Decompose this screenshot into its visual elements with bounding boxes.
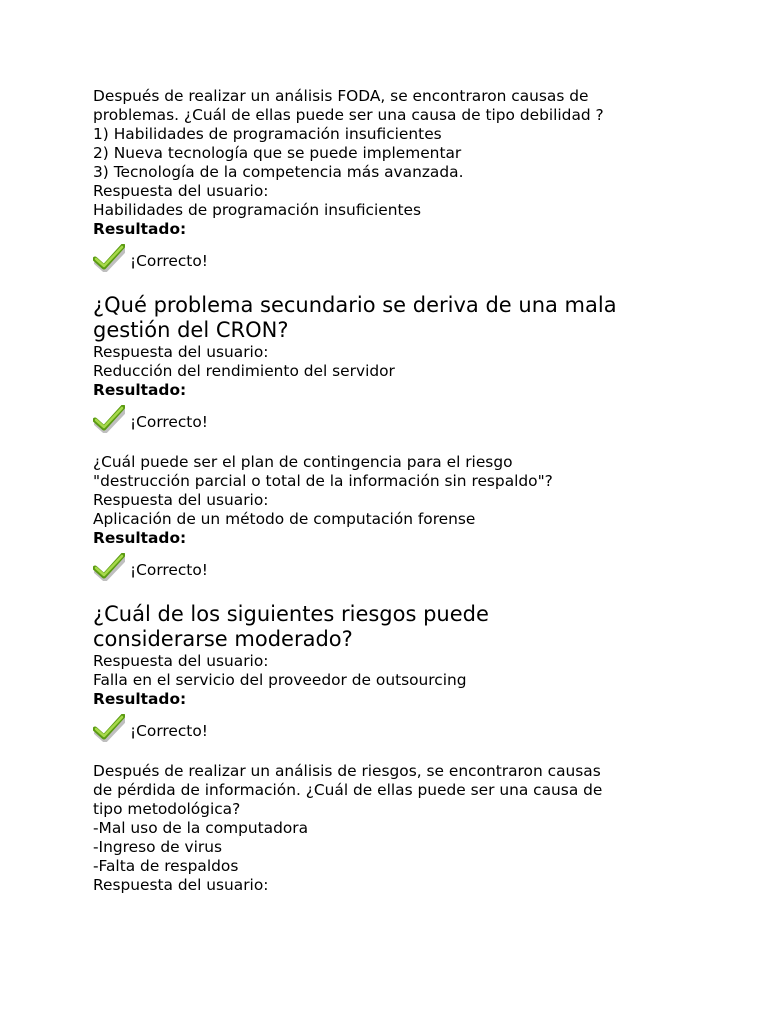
question-text: "destrucción parcial o total de la información sin respaldo"? (93, 472, 553, 490)
question-text: Después de realizar un análisis FODA, se encontraron causas de (93, 87, 589, 105)
question-heading: gestión del CRON? (93, 318, 289, 342)
result-label: Resultado: (93, 690, 187, 708)
question-block-5 (93, 762, 733, 895)
question-heading: ¿Cuál de los siguientes riesgos puede (93, 602, 489, 626)
result-row (93, 550, 733, 581)
result-text: ¡Correcto! (130, 252, 208, 270)
question-block-4 (93, 602, 733, 742)
question-text: tipo metodológica? (93, 800, 241, 818)
checkmark-icon (93, 405, 125, 433)
question-text: de pérdida de información. ¿Cuál de ellas puede ser una causa de (93, 781, 603, 799)
checkmark-icon (93, 244, 125, 272)
option-text: -Ingreso de virus (93, 838, 223, 856)
option-text: -Mal uso de la computadora (93, 819, 309, 837)
user-answer: Reducción del rendimiento del servidor (93, 362, 395, 380)
result-row (93, 241, 733, 272)
option-text: 3) Tecnología de la competencia más avanzada. (93, 163, 464, 181)
question-heading: ¿Qué problema secundario se deriva de una mala (93, 293, 617, 317)
result-text: ¡Correcto! (130, 561, 208, 579)
question-heading: considerarse moderado? (93, 627, 353, 651)
user-answer-label: Respuesta del usuario: (93, 491, 269, 509)
result-label: Resultado: (93, 529, 187, 547)
user-answer-label: Respuesta del usuario: (93, 652, 269, 670)
option-text: 2) Nueva tecnología que se puede implementar (93, 144, 462, 162)
quiz-results (93, 87, 733, 895)
result-label: Resultado: (93, 381, 187, 399)
option-text: -Falta de respaldos (93, 857, 239, 875)
checkmark-icon (93, 714, 125, 742)
user-answer-label: Respuesta del usuario: (93, 876, 269, 894)
result-label: Resultado: (93, 220, 187, 238)
user-answer: Aplicación de un método de computación forense (93, 510, 476, 528)
question-text: ¿Cuál puede ser el plan de contingencia para el riesgo (93, 453, 513, 471)
user-answer: Habilidades de programación insuficientes (93, 201, 421, 219)
checkmark-icon (93, 553, 125, 581)
question-block-3 (93, 453, 733, 581)
question-text: Después de realizar un análisis de riesgos, se encontraron causas (93, 762, 601, 780)
result-text: ¡Correcto! (130, 413, 208, 431)
user-answer: Falla en el servicio del proveedor de outsourcing (93, 671, 467, 689)
user-answer-label: Respuesta del usuario: (93, 182, 269, 200)
question-block-2 (93, 293, 733, 433)
user-answer-label: Respuesta del usuario: (93, 343, 269, 361)
result-text: ¡Correcto! (130, 722, 208, 740)
question-text: problemas. ¿Cuál de ellas puede ser una causa de tipo debilidad ? (93, 106, 604, 124)
question-block-1 (93, 87, 733, 272)
option-text: 1) Habilidades de programación insuficientes (93, 125, 442, 143)
result-row (93, 402, 733, 433)
result-row (93, 711, 733, 742)
